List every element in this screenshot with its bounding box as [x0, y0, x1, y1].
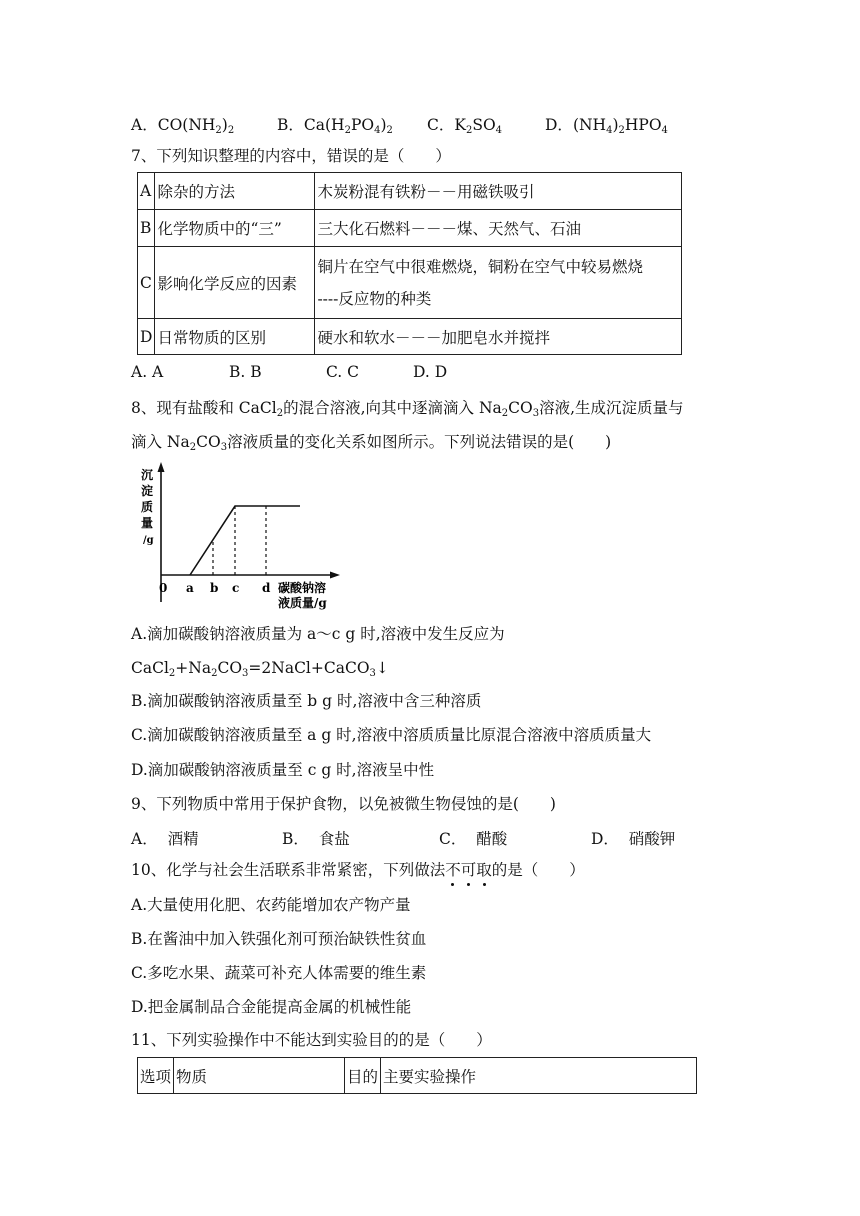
precipitate-line	[190, 506, 300, 575]
row-content: 木炭粉混有铁粉－－用磁铁吸引	[315, 173, 682, 210]
q7-stem: 7、下列知识整理的内容中，错误的是（ ）	[131, 147, 451, 165]
row-content	[315, 247, 682, 319]
q6-option-b: B．$Ca(H_2PO_4)_2$	[277, 116, 393, 136]
x-axis-label	[278, 580, 327, 610]
q6-option-a: A．$CO(NH_2)_2$	[131, 116, 235, 136]
header-substance: 物质	[174, 1058, 345, 1094]
row-topic: 影响化学反应的因素	[155, 247, 315, 319]
q8-option-a-line1: A.滴加碳酸钠溶液质量为 a～c g 时,溶液中发生反应为	[131, 625, 505, 643]
q6-option-c: C．$K_2SO_4$	[427, 116, 503, 136]
y-label-char: 量	[141, 516, 154, 530]
row-key: D	[138, 319, 155, 355]
row-topic: 除杂的方法	[155, 173, 315, 210]
row-topic: 化学物质中的“三”	[155, 210, 315, 247]
row-key: C	[138, 247, 155, 319]
tick-label: c	[232, 581, 240, 595]
q10-option-c: C.多吃水果、蔬菜可补充人体需要的维生素	[131, 964, 427, 982]
q11-table	[137, 1057, 697, 1094]
q10-stem: 10、化学与社会生活联系非常紧密，下列做法不可取的是（ ）	[131, 861, 585, 879]
q8-stem-line2: 滴入 $Na_2CO_3$溶液质量的变化关系如图所示。下列说法错误的是( )	[131, 433, 612, 453]
row-key: A	[138, 173, 155, 210]
q7-answer-a: A. A	[131, 363, 164, 381]
q7-answer-d: D. D	[413, 363, 448, 381]
row-key: B	[138, 210, 155, 247]
header-purpose: 目的	[345, 1058, 381, 1094]
tick-label: a	[186, 581, 194, 595]
y-label-char: 淀	[141, 484, 154, 498]
x-ticks	[159, 581, 271, 595]
q9-option-c: C． 醋酸	[439, 830, 508, 848]
x-label-line2: 液质量/g	[278, 596, 327, 610]
q7-answer-c: C. C	[326, 363, 360, 381]
row-content-line1: 铜片在空气中很难燃烧，铜粉在空气中较易燃烧	[317, 257, 643, 276]
tick-label: 0	[159, 581, 168, 595]
x-axis	[161, 572, 340, 579]
table-header-row	[138, 1058, 697, 1094]
q7-answer-b: B. B	[229, 363, 262, 381]
q8-option-a-line2: $CaCl_2+Na_2CO_3=2NaCl+CaCO_3↓$	[131, 659, 389, 679]
table-row	[138, 247, 682, 319]
row-content: 硬水和软水－－－加肥皂水并搅拌	[315, 319, 682, 355]
row-topic: 日常物质的区别	[155, 319, 315, 355]
y-axis-label	[141, 467, 154, 546]
q9-option-b: B． 食盐	[282, 830, 350, 848]
table-row	[138, 173, 682, 210]
header-operation: 主要实验操作	[381, 1058, 697, 1094]
q11-stem: 11、下列实验操作中不能达到实验目的的是（ ）	[131, 1031, 492, 1049]
y-label-char: 质	[141, 500, 154, 514]
q9-option-d: D． 硝酸钾	[591, 830, 676, 848]
tick-label: d	[262, 581, 271, 595]
q6-option-d: D．$(NH_4)_2HPO_4$	[545, 116, 668, 136]
q8-option-c: C.滴加碳酸钠溶液质量至 a g 时,溶液中溶质质量比原混合溶液中溶质质量大	[131, 726, 652, 744]
q8-option-d: D.滴加碳酸钠溶液质量至 c g 时,溶液呈中性	[131, 761, 435, 779]
y-label-unit: /g	[143, 535, 154, 546]
q10-option-a: A.大量使用化肥、农药能增加农产物产量	[131, 896, 411, 914]
precipitate-chart	[128, 458, 348, 618]
row-content-line2: ----反应物的种类	[317, 289, 432, 308]
x-label-line1: 碳酸钠溶	[278, 581, 327, 595]
q10-option-d: D.把金属制品合金能提高金属的机械性能	[131, 998, 412, 1016]
q9-stem: 9、下列物质中常用于保护食物，以免被微生物侵蚀的是( )	[131, 795, 556, 813]
row-content: 三大化石燃料－－－煤、天然气、石油	[315, 210, 682, 247]
table-row	[138, 210, 682, 247]
q8-option-b: B.滴加碳酸钠溶液质量至 b g 时,溶液中含三种溶质	[131, 692, 482, 710]
header-option: 选项	[138, 1058, 174, 1094]
q8-stem-line1: 8、现有盐酸和 CaCl$_2$的混合溶液,向其中逐滴滴入 $Na_2CO_3$溶液,生成沉淀质量与	[131, 399, 684, 419]
q10-option-b: B.在酱油中加入铁强化剂可预治缺铁性贫血	[131, 930, 427, 948]
q7-table	[137, 172, 682, 355]
table-row	[138, 319, 682, 355]
q9-option-a: A． 酒精	[131, 830, 199, 848]
y-label-char: 沉	[141, 468, 154, 482]
tick-label: b	[210, 581, 219, 595]
